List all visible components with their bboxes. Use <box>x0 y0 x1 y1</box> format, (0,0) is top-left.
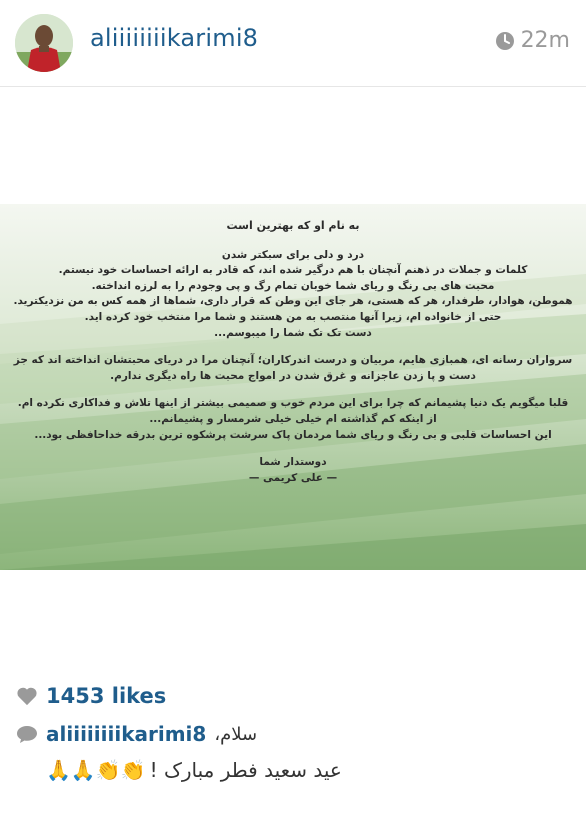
letter-line: هموطن، هوادار، طرفدار، هر که هستی، هر جای این وطن که قرار داری، شماها از همه کس به من نزدیکترید. <box>13 295 573 308</box>
letter-line: سرواران رسانه ای، همبازی هایم، مربیان و درست اندرکاران؛ آنچنان مرا در دریای محبتشان انداخته اند که جز <box>13 354 573 367</box>
post-header <box>0 0 586 87</box>
letter-signature: — علی کریمی — <box>248 471 338 484</box>
letter-text <box>8 218 578 486</box>
letter-line: کلمات و جملات در ذهنم آنچنان با هم درگیر شده اند، که قادر به ارائه احساسات خود نیستم. <box>58 264 528 277</box>
likes-count[interactable]: 1453 likes <box>46 684 167 708</box>
letter-line: حتی از خانواده ام، زیرا آنها منتصب به من هستند و شما مرا منتخب خود کرده اید. <box>84 310 502 323</box>
letter-line: از اینکه کم گذاشته ام خیلی خیلی شرمسار و پشیمانم... <box>149 412 437 425</box>
letter-line: درد و دلی برای سبکتر شدن <box>221 248 365 261</box>
header-username[interactable]: aliiiiiiiikarimi8 <box>90 24 259 52</box>
letter-line: قلبا میگویم یک دنیا پشیمانم که چرا برای این مردم خوب و صمیمی بیشتر از اینها تلاش و فداکاری نکرده ام. <box>17 397 569 410</box>
post-time <box>495 28 570 53</box>
letter-line: دست تک تک شما را میبوسم... <box>214 326 372 339</box>
post-photo[interactable] <box>0 204 586 570</box>
heart-icon <box>16 686 38 706</box>
letter-signoff: دوستدار شما <box>259 456 327 469</box>
comment-text-line2: عید سعید فطر مبارک ! <box>149 758 342 782</box>
likes-row[interactable] <box>16 684 166 708</box>
avatar[interactable] <box>15 14 73 72</box>
caption-row <box>16 722 257 746</box>
avatar-image <box>15 14 73 72</box>
comment-bubble-icon <box>16 724 38 744</box>
clock-icon <box>495 31 515 51</box>
letter-title: به نام او که بهترین است <box>226 219 360 232</box>
comment-text-line1: سلام، <box>214 723 258 745</box>
letter-line: محبت های بی رنگ و ریای شما خوبان تمام رگ و پی وجودم را به لرزه انداخته. <box>91 279 495 292</box>
letter-line: این احساسات قلبی و بی رنگ و ریای شما مردمان پاک سرشت پرشکوه ترین بدرقه خداحافظی بود... <box>34 428 552 441</box>
comment-username[interactable]: aliiiiiiiikarimi8 <box>46 722 207 746</box>
letter-line: دست و پا زدن عاجزانه و غرق شدن در امواج محبت ها راه دیگری ندارم. <box>110 369 476 382</box>
time-ago: 22m <box>520 28 570 53</box>
emoji-icons: 🙏🙏👏👏 <box>46 758 146 782</box>
caption-line2 <box>46 758 342 782</box>
